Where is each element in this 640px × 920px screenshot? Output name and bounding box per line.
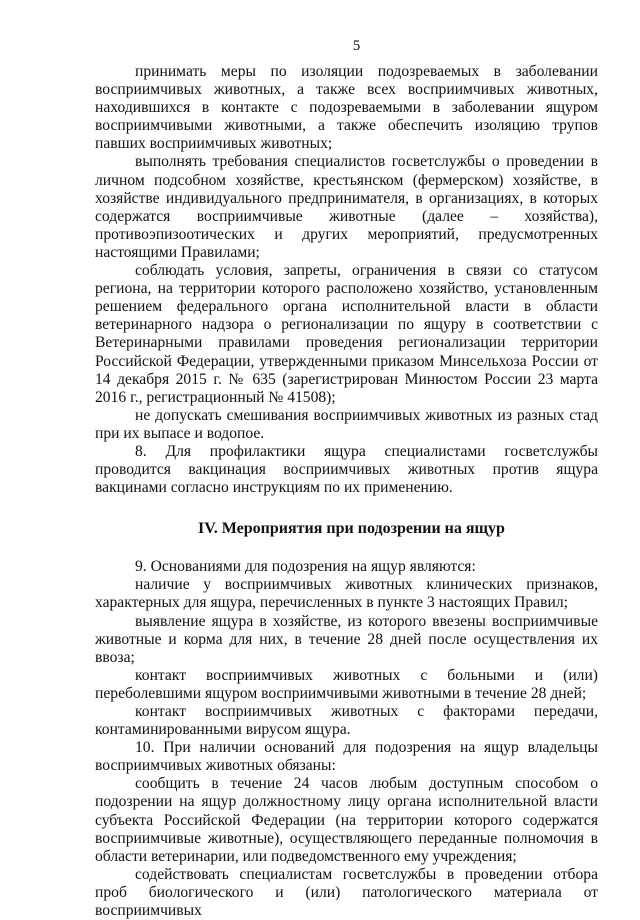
page-number: 5	[352, 38, 361, 54]
section-title: IV. Мероприятия при подозрении на ящур	[198, 520, 505, 538]
paragraph-no-mixing: не допускать смешивания восприимчивых животных из разных стад при их выпасе и водопое.	[95, 406, 598, 442]
paragraph-vet-requirements: выполнять требования специалистов госветслужбы о проведении в личном подсобном хозяйстве, крестьянском (фермерском) хозяйстве, в хозяйстве индивидуального предпринимателя, в организациях, в которых содержатся восприимчивые животные (далее – хозяйства), противоэпизоотических и других мероприятий, предусмотренных настоящими Правилами;	[95, 153, 598, 261]
paragraph-report: сообщить в течение 24 часов любым доступным способом о подозрении на ящур должностному лицу органа исполнительной власти субъекта Российской Федерации (на территории которого содержатся восприимчивые животные), осуществляющего переданные полномочия в области ветеринарии, или подведомственного ему учреждения;	[95, 775, 598, 865]
paragraph-contact-sick: контакт восприимчивых животных с больными и (или) переболевшими ящуром восприимчивыми животными в течение 28 дней;	[95, 666, 598, 702]
paragraph-item-9: 9. Основаниями для подозрения на ящур являются:	[135, 558, 476, 576]
paragraph-assist-sampling: содействовать специалистам госветслужбы в проведении отбора проб биологического и (или) патологического материала от восприимчивых	[95, 865, 598, 920]
paragraph-item-10: 10. При наличии оснований для подозрения на ящур владельцы восприимчивых животных обязаны:	[95, 739, 598, 775]
paragraph-isolation-measures: принимать меры по изоляции подозреваемых в заболевании восприимчивых животных, а также всех восприимчивых животных, находившихся в контакте с подозреваемыми в заболевании ящуром восприимчивыми животными, а также обеспечить изоляцию трупов павших восприимчивых животных;	[95, 63, 598, 153]
paragraph-region-status: соблюдать условия, запреты, ограничения в связи со статусом региона, на территории которого расположено хозяйство, установленным решением федерального органа исполнительной власти в области ветеринарного надзора о регионализации по ящуру в соответствии с Ветеринарными правилами проведения регионализации территории Российской Федерации, утвержденными приказом Минсельхоза России от 14 декабря 2015 г. № 635 (зарегистрирован Минюстом России 23 марта 2016 г., регистрационный № 41508);	[95, 262, 598, 406]
paragraph-detection-in-farm: выявление ящура в хозяйстве, из которого ввезены восприимчивые животные и корма для них, в течение 28 дней после осуществления их ввоза;	[95, 612, 598, 666]
paragraph-item-8: 8. Для профилактики ящура специалистами госветслужбы проводится вакцинация восприимчивых животных против ящура вакцинами согласно инструкциям по их применению.	[95, 442, 598, 497]
paragraph-clinical-signs: наличие у восприимчивых животных клинических признаков, характерных для ящура, перечисленных в пункте 3 настоящих Правил;	[95, 576, 598, 612]
paragraph-contact-factors: контакт восприимчивых животных с факторами передачи, контаминированными вирусом ящура.	[95, 703, 598, 739]
